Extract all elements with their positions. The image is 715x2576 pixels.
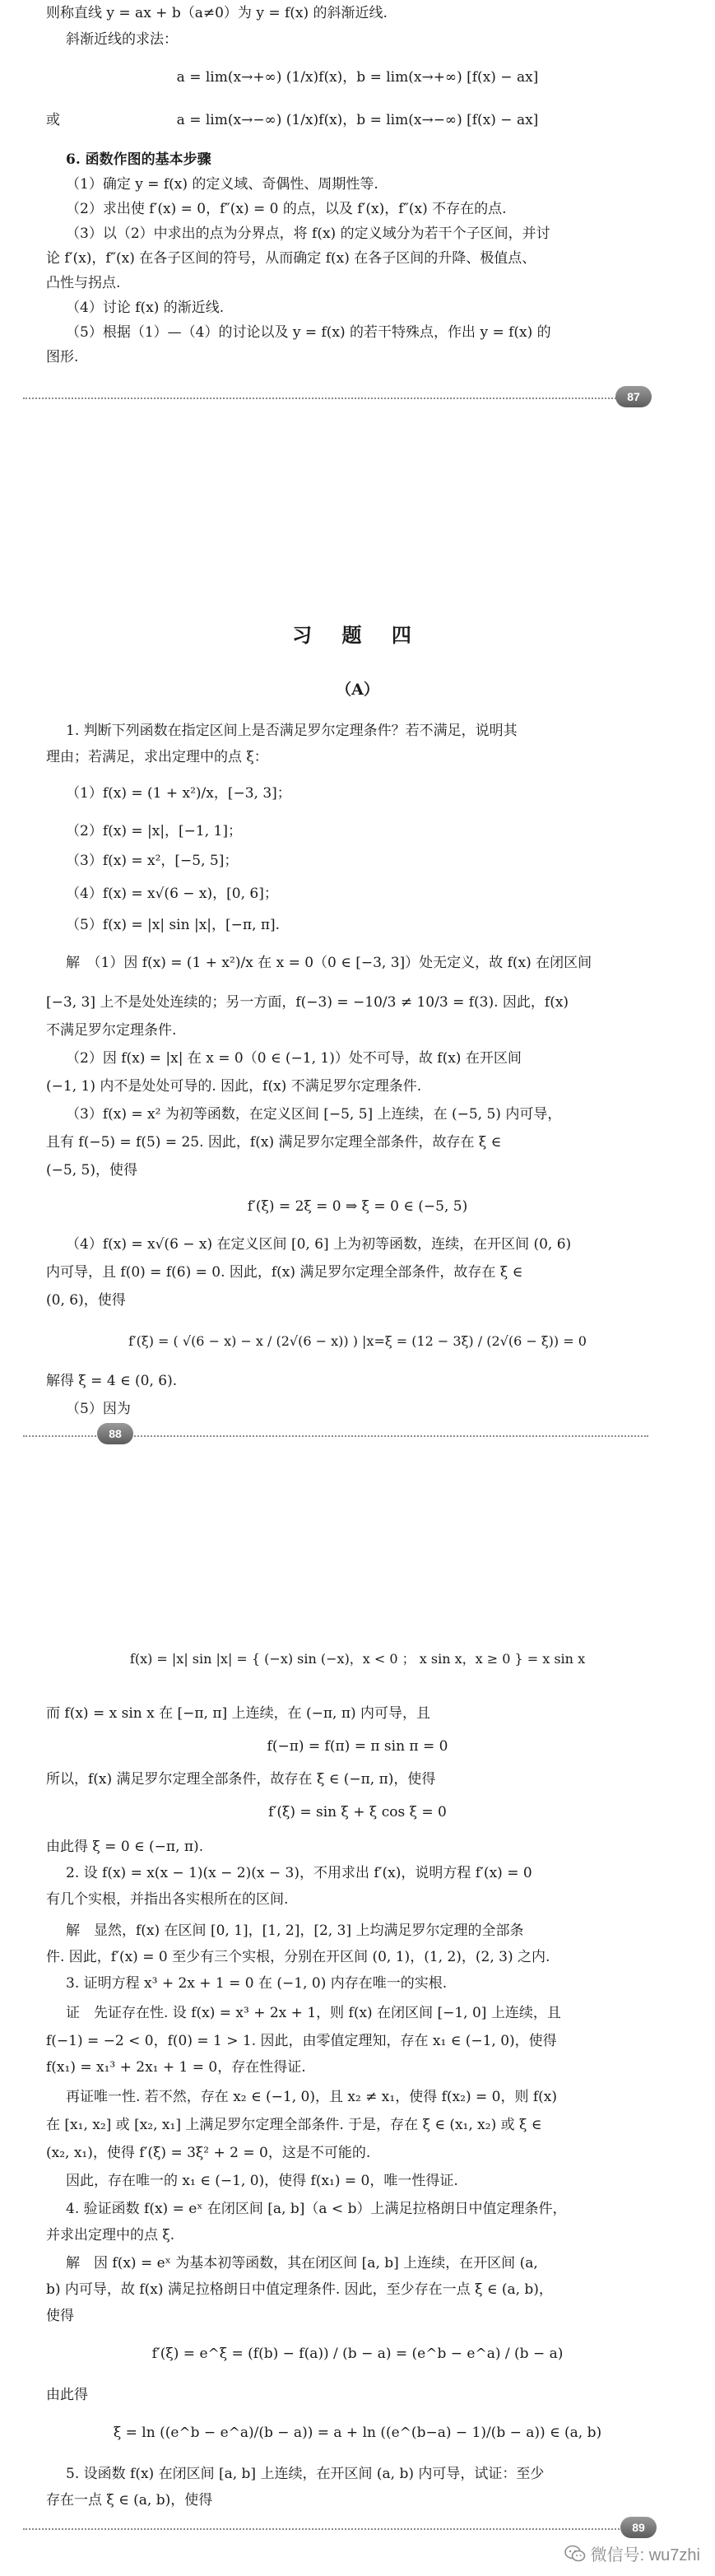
text-line: 理由；若满足，求出定理中的点 ξ：: [46, 749, 268, 765]
text-line: 并求出定理中的点 ξ.: [46, 2227, 175, 2244]
section-label: （A）: [336, 681, 379, 699]
formula: f′(ξ) = ( √(6 − x) − x / (2√(6 − x)) ) |x=ξ = (12 − 3ξ) / (2√(6 − ξ)) = 0: [128, 1333, 587, 1349]
formula: f(x) = |x| sin |x| = { (−x) sin (−x)，x < 0 ； x sin x，x ≥ 0 } = x sin x: [129, 1651, 586, 1667]
text-line: 存在一点 ξ ∈ (a, b)，使得: [46, 2492, 213, 2509]
list-item: （2）f(x) = |x|，[−1, 1]；: [66, 823, 243, 839]
text-line: 使得: [46, 2308, 74, 2324]
text-line: 斜渐近线的求法：: [66, 31, 178, 48]
text-line: 而 f(x) = x sin x 在 [−π, π] 上连续，在 (−π, π) 内可导，且: [46, 1705, 431, 1722]
text-line: 内可导，且 f(0) = f(6) = 0. 因此，f(x) 满足罗尔定理全部条件，故存在 ξ ∈: [46, 1264, 523, 1281]
page-number-badge: 88: [97, 1423, 133, 1444]
text-line: 解 因 f(x) = eˣ 为基本初等函数，其在闭区间 [a, b] 上连续，在开区间 (a,: [66, 2255, 538, 2271]
text-line: （3）以（2）中求出的点为分界点，将 f(x) 的定义域分为若干个子区间，并讨: [66, 226, 550, 242]
page-divider: [23, 398, 648, 399]
list-item: （3）f(x) = x²，[−5, 5]；: [66, 853, 239, 869]
text-line: 2. 设 f(x) = x(x − 1)(x − 2)(x − 3)，不用求出 f′(x)，说明方程 f′(x) = 0: [66, 1865, 532, 1881]
text-line: 解 显然，f(x) 在区间 [0, 1]，[1, 2]，[2, 3] 上均满足罗尔定理的全部条: [66, 1923, 524, 1939]
formula: a = lim(x→−∞) (1/x)f(x)，b = lim(x→−∞) [f(x) − ax]: [176, 112, 539, 128]
text-line: 1. 判断下列函数在指定区间上是否满足罗尔定理条件？若不满足，说明其: [66, 723, 518, 739]
text-line: [−3, 3] 上不是处处连续的；另一方面，f(−3) = −10/3 ≠ 10/3 = f(3). 因此，f(x): [46, 994, 569, 1011]
text-line: 3. 证明方程 x³ + 2x + 1 = 0 在 (−1, 0) 内存在唯一的实根.: [66, 1975, 448, 1992]
text-line: （5）根据（1）—（4）的讨论以及 y = f(x) 的若干特殊点，作出 y = f(x) 的: [66, 324, 551, 341]
page-divider: [23, 2528, 648, 2530]
text-line: （3）f(x) = x² 为初等函数，在定义区间 [−5, 5] 上连续，在 (−5, 5) 内可导，: [66, 1106, 562, 1123]
text-line: 凸性与拐点.: [46, 275, 121, 291]
list-item: （4）f(x) = x√(6 − x)，[0, 6]；: [66, 886, 278, 902]
formula: a = lim(x→+∞) (1/x)f(x)，b = lim(x→+∞) [f(x) − ax]: [176, 69, 539, 86]
text-line: (−1, 1) 内不是处处可导的. 因此，f(x) 不满足罗尔定理条件.: [46, 1078, 422, 1095]
text-line: 有几个实根，并指出各实根所在的区间.: [46, 1891, 289, 1908]
text-line: 所以，f(x) 满足罗尔定理全部条件，故存在 ξ ∈ (−π, π)，使得: [46, 1771, 436, 1788]
list-item: （1）f(x) = (1 + x²)/x，[−3, 3]；: [66, 785, 291, 802]
text-line: f(−1) = −2 < 0，f(0) = 1 > 1. 因此，由零值定理知，存在 x₁ ∈ (−1, 0)，使得: [46, 2033, 557, 2049]
text-line: 则称直线 y = ax + b（a≠0）为 y = f(x) 的斜渐近线.: [46, 5, 388, 21]
text-line: 且有 f(−5) = f(5) = 25. 因此，f(x) 满足罗尔定理全部条件，故存在 ξ ∈: [46, 1134, 502, 1151]
list-item: （5）f(x) = |x| sin |x|，[−π, π].: [66, 917, 281, 933]
text-line: 论 f′(x)，f″(x) 在各子区间的符号，从而确定 f(x) 在各子区间的升降、极值点、: [46, 250, 536, 267]
text-line: （1）确定 y = f(x) 的定义域、奇偶性、周期性等.: [66, 176, 378, 193]
exercise-title: 习 题 四: [292, 623, 423, 647]
section-heading: 6. 函数作图的基本步骤: [66, 151, 211, 168]
text-line: （2）求出使 f′(x) = 0，f″(x) = 0 的点，以及 f′(x)，f″(x) 不存在的点.: [66, 201, 507, 217]
watermark: [564, 2541, 700, 2568]
text-line: 解 （1）因 f(x) = (1 + x²)/x 在 x = 0（0 ∈ [−3, 3]）处无定义，故 f(x) 在闭区间: [66, 955, 592, 971]
watermark-text: 微信号: wu7zhi: [590, 2546, 700, 2564]
text-line: 由此得: [46, 2387, 88, 2403]
formula: f(−π) = f(π) = π sin π = 0: [267, 1738, 448, 1755]
text-line: （4）讨论 f(x) 的渐近线.: [66, 300, 225, 316]
text-line: (−5, 5)，使得: [46, 1162, 137, 1179]
formula: f′(ξ) = sin ξ + ξ cos ξ = 0: [268, 1804, 447, 1820]
text-line: f(x₁) = x₁³ + 2x₁ + 1 = 0，存在性得证.: [46, 2059, 306, 2076]
text-line: 解得 ξ = 4 ∈ (0, 6).: [46, 1373, 178, 1389]
page-number-badge: 89: [620, 2517, 657, 2538]
text-line: (x₂, x₁)，使得 f′(ξ) = 3ξ² + 2 = 0，这是不可能的.: [46, 2145, 371, 2161]
text-line: 4. 验证函数 f(x) = eˣ 在闭区间 [a, b]（a < b）上满足拉格朗日中值定理条件，: [66, 2201, 567, 2217]
text-line: 件. 因此，f′(x) = 0 至少有三个实根，分别在开区间 (0, 1)，(1, 2)，(2, 3) 之内.: [46, 1949, 550, 1965]
text-line: (0, 6)，使得: [46, 1292, 126, 1309]
text-line: 或: [46, 112, 60, 128]
text-line: 由此得 ξ = 0 ∈ (−π, π).: [46, 1839, 204, 1855]
text-line: 5. 设函数 f(x) 在闭区间 [a, b] 上连续，在开区间 (a, b) 内可导，试证：至少: [66, 2466, 545, 2482]
formula: ξ = ln ((e^b − e^a)/(b − a)) = a + ln ((e^(b−a) − 1)/(b − a)) ∈ (a, b): [113, 2425, 602, 2441]
text-line: 再证唯一性. 若不然，存在 x₂ ∈ (−1, 0)，且 x₂ ≠ x₁，使得 f(x₂) = 0，则 f(x): [66, 2089, 557, 2105]
text-line: 在 [x₁, x₂] 或 [x₂, x₁] 上满足罗尔定理全部条件. 于是，存在 ξ ∈ (x₁, x₂) 或 ξ ∈: [46, 2117, 542, 2133]
text-line: 证 先证存在性. 设 f(x) = x³ + 2x + 1，则 f(x) 在闭区间 [−1, 0] 上连续，且: [66, 2005, 561, 2021]
text-line: 不满足罗尔定理条件.: [46, 1022, 177, 1039]
text-line: （4）f(x) = x√(6 − x) 在定义区间 [0, 6] 上为初等函数，连续，在开区间 (0, 6): [66, 1236, 572, 1253]
formula: f′(ξ) = 2ξ = 0 ⇒ ξ = 0 ∈ (−5, 5): [247, 1198, 468, 1215]
text-line: 因此，存在唯一的 x₁ ∈ (−1, 0)，使得 f(x₁) = 0，唯一性得证.: [66, 2173, 458, 2189]
text-line: （2）因 f(x) = |x| 在 x = 0（0 ∈ (−1, 1)）处不可导，故 f(x) 在开区间: [66, 1050, 522, 1067]
text-line: （5）因为: [66, 1401, 131, 1417]
wechat-icon: [564, 2545, 586, 2568]
page-number-badge: 87: [615, 386, 652, 407]
text-line: 图形.: [46, 349, 79, 365]
text-line: b) 内可导，故 f(x) 满足拉格朗日中值定理条件. 因此，至少存在一点 ξ ∈ (a, b)，: [46, 2281, 553, 2298]
formula: f′(ξ) = e^ξ = (f(b) − f(a)) / (b − a) = (e^b − e^a) / (b − a): [151, 2346, 564, 2362]
